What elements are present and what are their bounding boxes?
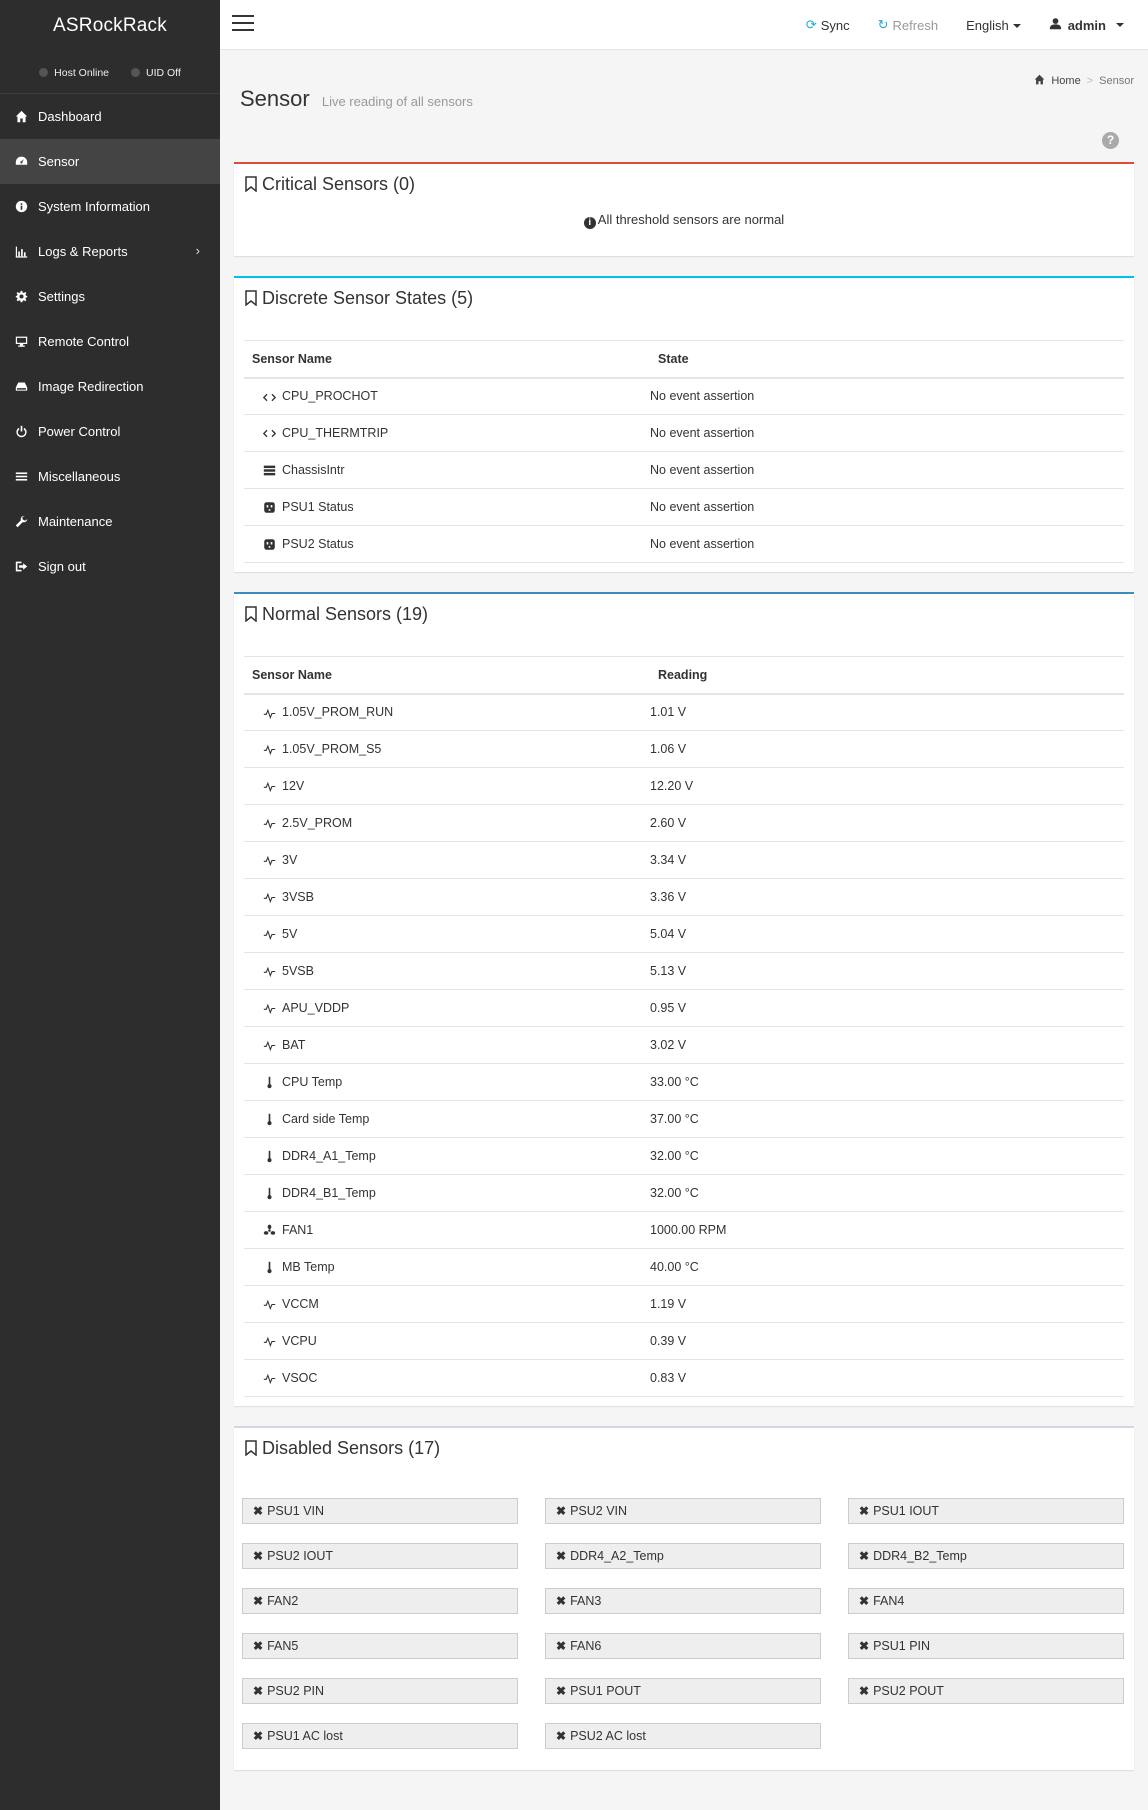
- table-row: [244, 1360, 1124, 1397]
- disabled-sensor-item: [545, 1723, 821, 1749]
- sensor-state: No event assertion: [650, 415, 1124, 452]
- pulse-icon: [262, 1371, 276, 1385]
- table-row: [244, 415, 1124, 452]
- sidebar-item-system-information[interactable]: [0, 184, 220, 229]
- close-icon: ✖: [253, 1684, 264, 1698]
- sensor-reading: 3.02 V: [650, 1027, 1124, 1064]
- column-header-reading[interactable]: Reading: [650, 657, 1124, 694]
- column-header-state[interactable]: State: [650, 341, 1124, 378]
- info-circle-icon: [14, 200, 28, 214]
- sensor-name-cell: [244, 1323, 650, 1360]
- sensor-name-cell: [244, 1138, 650, 1175]
- sensor-name-cell: [244, 768, 650, 805]
- fan-icon: [262, 1223, 276, 1237]
- sensor-reading: 12.20 V: [650, 768, 1124, 805]
- table-row: [244, 805, 1124, 842]
- close-icon: ✖: [253, 1594, 264, 1608]
- disabled-sensor-label: FAN2: [267, 1594, 299, 1608]
- close-icon: ✖: [253, 1504, 264, 1518]
- sidebar-item-maintenance[interactable]: [0, 499, 220, 544]
- sensor-reading: 40.00 °C: [650, 1249, 1124, 1286]
- sensor-name-cell: [244, 452, 650, 489]
- code-icon: [262, 426, 276, 440]
- discrete-sensors-title-text: Discrete Sensor States (5): [262, 287, 474, 308]
- disabled-sensor-item: [242, 1543, 518, 1569]
- sync-icon: ⟳: [805, 17, 817, 32]
- normal-sensors-table: [244, 656, 1124, 1397]
- home-icon: [14, 110, 28, 124]
- brand-logo: ASRockRack: [53, 15, 167, 36]
- table-row: [244, 452, 1124, 489]
- sensor-name: 2.5V_PROM: [282, 815, 353, 830]
- hamburger-menu-icon[interactable]: [232, 15, 254, 33]
- page-subtitle: Live reading of all sensors: [321, 94, 473, 109]
- pulse-icon: [262, 705, 276, 719]
- disabled-sensor-item: [848, 1498, 1124, 1524]
- sensor-name-cell: [244, 805, 650, 842]
- disabled-sensor-item: [848, 1678, 1124, 1704]
- column-header-sensor-name[interactable]: Sensor Name: [244, 341, 650, 378]
- discrete-sensors-panel: [234, 276, 1134, 572]
- sensor-name: CPU_THERMTRIP: [282, 425, 389, 440]
- refresh-label: Refresh: [892, 17, 939, 33]
- disabled-sensor-label: PSU1 AC lost: [267, 1729, 343, 1743]
- sidebar-item-label: Image Redirection: [38, 379, 144, 394]
- disabled-sensor-label: PSU2 VIN: [570, 1504, 628, 1518]
- sidebar-item-label: Logs & Reports: [38, 244, 128, 259]
- sync-label: Sync: [820, 17, 850, 33]
- sensor-name: 12V: [282, 778, 305, 793]
- disabled-sensor-item: [545, 1633, 821, 1659]
- close-icon: ✖: [253, 1729, 264, 1743]
- close-icon: ✖: [556, 1639, 567, 1653]
- sidebar-item-label: Sensor: [38, 154, 80, 169]
- disabled-sensor-label: FAN5: [267, 1639, 299, 1653]
- dashboard-gauge-icon: [14, 155, 28, 169]
- chevron-right-icon: ›: [195, 243, 200, 258]
- breadcrumb-separator: >: [1086, 75, 1094, 87]
- server-icon: [262, 463, 276, 477]
- sensor-name-cell: [244, 990, 650, 1027]
- disabled-sensor-item: [545, 1498, 821, 1524]
- table-row: [244, 1249, 1124, 1286]
- close-icon: ✖: [253, 1549, 264, 1563]
- sensor-name-cell: [244, 526, 650, 563]
- table-row: [244, 489, 1124, 526]
- sensor-name: VCPU: [282, 1333, 317, 1348]
- disabled-sensors-panel: [234, 1426, 1134, 1770]
- plug-icon: [262, 500, 276, 514]
- sensor-reading: 0.39 V: [650, 1323, 1124, 1360]
- sync-button[interactable]: [806, 17, 850, 33]
- sidebar-item-logs-reports[interactable]: [0, 229, 220, 274]
- breadcrumb-home-link[interactable]: Home: [1051, 75, 1081, 87]
- discrete-sensors-table: [244, 340, 1124, 563]
- info-circle-icon: i: [584, 217, 596, 229]
- plug-icon: [262, 537, 276, 551]
- close-icon: ✖: [556, 1594, 567, 1608]
- sensor-state: No event assertion: [650, 452, 1124, 489]
- sensor-name: APU_VDDP: [282, 1000, 350, 1015]
- wrench-icon: [14, 515, 28, 529]
- pulse-icon: [262, 742, 276, 756]
- pulse-icon: [262, 1334, 276, 1348]
- uid-status-dot-icon: [131, 68, 140, 77]
- discrete-sensors-title: [234, 278, 1134, 318]
- sidebar-item-sensor[interactable]: [0, 139, 220, 184]
- sensor-reading: 2.60 V: [650, 805, 1124, 842]
- sidebar-item-label: Maintenance: [38, 514, 113, 529]
- sensor-name: VCCM: [282, 1296, 319, 1311]
- sidebar-item-label: Settings: [38, 289, 85, 304]
- disabled-sensor-label: PSU2 PIN: [267, 1684, 325, 1698]
- sensor-name-cell: [244, 731, 650, 768]
- sensor-name: ChassisIntr: [282, 462, 345, 477]
- sensor-name: PSU2 Status: [282, 536, 354, 551]
- sensor-name: MB Temp: [282, 1259, 335, 1274]
- table-header-row: [244, 657, 1124, 694]
- close-icon: ✖: [859, 1639, 870, 1653]
- sensor-reading: 1.19 V: [650, 1286, 1124, 1323]
- disabled-sensors-title-text: Disabled Sensors (17): [262, 1437, 441, 1458]
- pulse-icon: [262, 890, 276, 904]
- disabled-sensor-label: PSU1 POUT: [570, 1684, 641, 1698]
- sidebar-item-label: Dashboard: [38, 109, 102, 124]
- critical-sensors-title: [234, 164, 1134, 204]
- close-icon: ✖: [556, 1504, 567, 1518]
- sensor-name: 1.05V_PROM_RUN: [282, 704, 394, 719]
- sensor-name-cell: [244, 694, 650, 731]
- pulse-icon: [262, 779, 276, 793]
- table-row: [244, 731, 1124, 768]
- sensor-name-cell: [244, 378, 650, 415]
- bar-chart-icon: [14, 245, 28, 259]
- table-row: [244, 1027, 1124, 1064]
- sensor-name: 1.05V_PROM_S5: [282, 741, 382, 756]
- pulse-icon: [262, 853, 276, 867]
- thermometer-icon: [262, 1186, 276, 1200]
- sensor-name-cell: [244, 489, 650, 526]
- gear-icon: [14, 290, 28, 304]
- close-icon: ✖: [859, 1504, 870, 1518]
- disabled-sensor-label: FAN4: [873, 1594, 905, 1608]
- bookmark-icon: [244, 1440, 258, 1456]
- disabled-sensor-label: PSU2 AC lost: [570, 1729, 646, 1743]
- sidebar-item-remote-control[interactable]: [0, 319, 220, 364]
- disabled-sensor-label: PSU1 VIN: [267, 1504, 325, 1518]
- sidebar-item-settings[interactable]: [0, 274, 220, 319]
- sidebar-item-image-redirection[interactable]: [0, 364, 220, 409]
- sensor-reading: 32.00 °C: [650, 1138, 1124, 1175]
- sensor-reading: 3.36 V: [650, 879, 1124, 916]
- sensor-name-cell: [244, 1064, 650, 1101]
- pulse-icon: [262, 964, 276, 978]
- sidebar-item-miscellaneous[interactable]: [0, 454, 220, 499]
- top-actions: [806, 0, 1124, 50]
- sensor-reading: 37.00 °C: [650, 1101, 1124, 1138]
- disabled-sensors-grid: [242, 1498, 1126, 1749]
- sensor-reading: 33.00 °C: [650, 1064, 1124, 1101]
- critical-sensors-panel: [234, 162, 1134, 256]
- close-icon: ✖: [859, 1684, 870, 1698]
- disabled-sensor-item: [545, 1588, 821, 1614]
- table-row: [244, 1286, 1124, 1323]
- disabled-sensor-label: FAN3: [570, 1594, 602, 1608]
- sensor-name: FAN1: [282, 1222, 314, 1237]
- sidebar-item-sign-out[interactable]: [0, 544, 220, 589]
- caret-down-icon: [1013, 24, 1021, 28]
- user-menu[interactable]: [1049, 17, 1124, 33]
- normal-sensors-title-text: Normal Sensors (19): [262, 603, 429, 624]
- status-indicators: [0, 52, 220, 94]
- sensor-reading: 5.13 V: [650, 953, 1124, 990]
- disabled-sensor-item: [242, 1678, 518, 1704]
- sensor-name: 5V: [282, 926, 298, 941]
- disabled-sensor-label: FAN6: [570, 1639, 602, 1653]
- table-row: [244, 694, 1124, 731]
- power-icon: [14, 425, 28, 439]
- disabled-sensors-title: [234, 1428, 1134, 1468]
- sensor-name: DDR4_B1_Temp: [282, 1185, 376, 1200]
- sidebar-item-label: System Information: [38, 199, 150, 214]
- sensor-state: No event assertion: [650, 526, 1124, 563]
- language-dropdown[interactable]: [966, 18, 1021, 33]
- table-header-row: [244, 341, 1124, 378]
- list-icon: [14, 470, 28, 484]
- sidebar-item-label: Miscellaneous: [38, 469, 121, 484]
- sensor-name: 3V: [282, 852, 298, 867]
- close-icon: ✖: [253, 1639, 264, 1653]
- sensor-name: CPU Temp: [282, 1074, 343, 1089]
- disabled-sensor-label: PSU2 POUT: [873, 1684, 944, 1698]
- sensor-name: 5VSB: [282, 963, 314, 978]
- sensor-name-cell: [244, 1027, 650, 1064]
- table-row: [244, 1138, 1124, 1175]
- sensor-name-cell: [244, 842, 650, 879]
- code-icon: [262, 389, 276, 403]
- table-row: [244, 1323, 1124, 1360]
- disabled-sensor-item: [848, 1543, 1124, 1569]
- table-row: [244, 1101, 1124, 1138]
- breadcrumb-current: Sensor: [1099, 75, 1134, 87]
- sensor-name: DDR4_A1_Temp: [282, 1148, 376, 1163]
- thermometer-icon: [262, 1075, 276, 1089]
- sensor-name-cell: [244, 1249, 650, 1286]
- sidebar-item-dashboard[interactable]: [0, 94, 220, 139]
- user-icon: [1049, 17, 1062, 33]
- sidebar-item-label: Sign out: [38, 559, 86, 574]
- normal-sensors-title: [234, 594, 1134, 634]
- disabled-sensor-item: [545, 1678, 821, 1704]
- sidebar-item-label: Remote Control: [38, 334, 130, 349]
- disabled-sensor-label: PSU2 IOUT: [267, 1549, 334, 1563]
- pulse-icon: [262, 1001, 276, 1015]
- critical-notice-text: All threshold sensors are normal: [597, 212, 785, 227]
- pulse-icon: [262, 1038, 276, 1052]
- page-title-text: Sensor: [240, 86, 310, 111]
- bookmark-icon: [244, 290, 258, 306]
- sensor-name: 3VSB: [282, 889, 314, 904]
- thermometer-icon: [262, 1149, 276, 1163]
- close-icon: ✖: [556, 1729, 567, 1743]
- page-title: [240, 86, 473, 112]
- table-row: [244, 1175, 1124, 1212]
- sensor-state: No event assertion: [650, 378, 1124, 415]
- sensor-name-cell: [244, 916, 650, 953]
- sensor-reading: 32.00 °C: [650, 1175, 1124, 1212]
- close-icon: ✖: [859, 1594, 870, 1608]
- table-row: [244, 378, 1124, 415]
- uid-status-label: UID Off: [146, 66, 181, 79]
- sensor-name: CPU_PROCHOT: [282, 388, 378, 403]
- disabled-sensor-item: [242, 1588, 518, 1614]
- table-row: [244, 526, 1124, 563]
- disabled-sensor-item: [545, 1543, 821, 1569]
- close-icon: ✖: [556, 1549, 567, 1563]
- disabled-sensor-label: PSU1 PIN: [873, 1639, 931, 1653]
- sensor-reading: 1.01 V: [650, 694, 1124, 731]
- sensor-name: VSOC: [282, 1370, 318, 1385]
- refresh-button[interactable]: [878, 17, 938, 33]
- sensor-reading: 1.06 V: [650, 731, 1124, 768]
- refresh-icon: ↻: [877, 17, 889, 32]
- pulse-icon: [262, 816, 276, 830]
- disabled-sensor-item: [848, 1588, 1124, 1614]
- pulse-icon: [262, 927, 276, 941]
- disabled-sensor-label: PSU1 IOUT: [873, 1504, 940, 1518]
- table-row: [244, 916, 1124, 953]
- sidebar-nav: [0, 94, 220, 589]
- normal-sensors-panel: [234, 592, 1134, 1406]
- thermometer-icon: [262, 1260, 276, 1274]
- home-icon: [1034, 74, 1045, 88]
- table-row: [244, 842, 1124, 879]
- table-row: [244, 990, 1124, 1027]
- pulse-icon: [262, 1297, 276, 1311]
- desktop-icon: [14, 335, 28, 349]
- bookmark-icon: [244, 606, 258, 622]
- table-row: [244, 768, 1124, 805]
- disabled-sensor-item: [848, 1633, 1124, 1659]
- sensor-name-cell: [244, 1101, 650, 1138]
- sensor-name: Card side Temp: [282, 1111, 370, 1126]
- sensor-name-cell: [244, 879, 650, 916]
- critical-sensors-title-text: Critical Sensors (0): [262, 173, 416, 194]
- sensor-state: No event assertion: [650, 489, 1124, 526]
- sensor-name-cell: [244, 953, 650, 990]
- sensor-name-cell: [244, 1360, 650, 1397]
- disabled-sensor-label: DDR4_A2_Temp: [570, 1549, 664, 1563]
- sensor-name-cell: [244, 415, 650, 452]
- hdd-icon: [14, 380, 28, 394]
- sidebar-item-power-control[interactable]: [0, 409, 220, 454]
- sign-out-icon: [14, 560, 28, 574]
- disabled-sensor-item: [242, 1498, 518, 1524]
- breadcrumb: [1034, 74, 1134, 88]
- table-row: [244, 953, 1124, 990]
- caret-down-icon: [1116, 23, 1124, 27]
- sidebar: [0, 0, 220, 1810]
- sensor-name-cell: [244, 1286, 650, 1323]
- table-row: [244, 879, 1124, 916]
- table-row: [244, 1212, 1124, 1249]
- sensor-reading: 0.95 V: [650, 990, 1124, 1027]
- critical-notice: [234, 212, 1134, 229]
- disabled-sensor-label: DDR4_B2_Temp: [873, 1549, 967, 1563]
- uid-status: [131, 67, 181, 79]
- user-name: admin: [1067, 17, 1106, 33]
- sensor-reading: 5.04 V: [650, 916, 1124, 953]
- language-label: English: [966, 17, 1009, 33]
- sidebar-item-label: Power Control: [38, 424, 121, 439]
- column-header-sensor-name[interactable]: Sensor Name: [244, 657, 650, 694]
- close-icon: ✖: [556, 1684, 567, 1698]
- sensor-name: PSU1 Status: [282, 499, 354, 514]
- sensor-reading: 1000.00 RPM: [650, 1212, 1124, 1249]
- sensor-reading: 0.83 V: [650, 1360, 1124, 1397]
- thermometer-icon: [262, 1112, 276, 1126]
- host-status: [39, 67, 109, 79]
- top-bar: [220, 0, 1148, 50]
- bookmark-icon: [244, 176, 258, 192]
- sensor-name-cell: [244, 1175, 650, 1212]
- close-icon: ✖: [859, 1549, 870, 1563]
- sensor-reading: 3.34 V: [650, 842, 1124, 879]
- disabled-sensor-item: [242, 1723, 518, 1749]
- host-status-dot-icon: [39, 68, 48, 77]
- help-icon[interactable]: ?: [1102, 132, 1119, 149]
- table-row: [244, 1064, 1124, 1101]
- sensor-name-cell: [244, 1212, 650, 1249]
- disabled-sensor-item: [242, 1633, 518, 1659]
- host-status-label: Host Online: [54, 66, 110, 79]
- sensor-name: BAT: [282, 1037, 306, 1052]
